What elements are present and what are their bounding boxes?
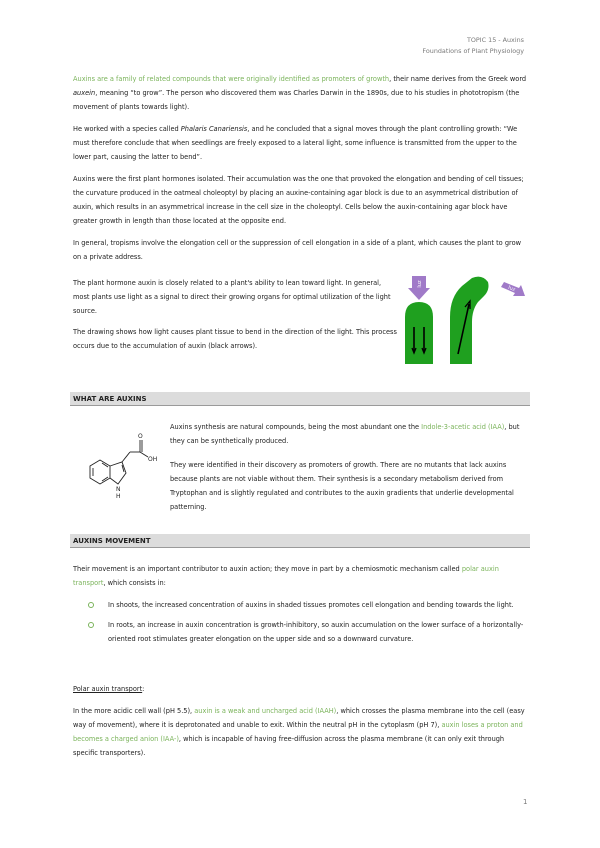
polar-paragraph [73,704,529,760]
polar-text-c: , which is incapable of having free-diffusion across the plasma membrane (it can only exit through specific transporters). [73,735,505,757]
what-text-1a: Auxins synthesis are natural compounds, being the most abundant one the [170,423,422,431]
light-arrow-side [501,282,525,296]
first-hormones-paragraph: Auxins were the first plant hormones isolated. Their accumulation was the one that provoked the elongation and bending of cell tissues; the curvature produced in the oatmeal choleoptyl by placing an auxine-containing agar block is due to an asymmetrical distribution of auxin, which results in an asymmetrical increase in the cell size in the choleoptyl. Cells below the auxin-containing agar block have greater growth in length than those located at the opposite end. [73,175,524,225]
what-paragraph-2: They were identified in their discovery as promoters of growth. There are no mutants that lack auxins because plants are not viable without them. Their synthesis is a secondary metabolism derived from Tryptophan and is slightly regulated and contributes to the auxin gradients that underlie developmental patterning. [170,461,514,511]
mol-nh-label: N [116,486,121,493]
darwin-paragraph [73,122,529,164]
movement-bullet-list [88,598,530,652]
polar-transport-term: polar auxin transport [73,565,499,587]
section-what-are-auxins: WHAT ARE AUXINS [70,392,530,406]
list-item [88,598,530,612]
polar-green-1: auxin is a weak and uncharged acid (IAAH) [194,707,337,715]
movement-text-b: , which consists in: [103,579,166,587]
straight-seedling [405,302,433,364]
intro-paragraph [73,72,529,114]
section-auxins-movement: AUXINS MOVEMENT [70,534,530,548]
polar-text-b: , which crosses the plasma membrane into the cell (easy way of movement), where it is deprotonated and unable to exit. Within the neutral pH in the cytoplasm (pH 7), [73,707,525,729]
light-paragraph: The plant hormone auxin is closely related to a plant's ability to lean toward light. In general, most plants use light as a signal to direct their growing organs for optimal utilization of the light source. [73,279,391,315]
mol-oxygen-label: O [138,433,143,440]
intro-green-lead: Auxins are a family of related compounds that were originally identified as promoters of growth [73,75,390,83]
darwin-text-2: , and he concluded that a signal moves through the plant controlling growth: “We must therefore conclude that when seedlings are freely exposed to a lateral light, some influence is transmitted from the upper to the lower part, causing the latter to bend”. [73,125,518,161]
bullet-text-shoots: In shoots, the increased concentration of auxins in shaded tissues promotes cell elongation and bending towards the light. [108,601,514,609]
page-number: 1 [523,798,528,806]
what-text-1b: , but they can be synthetically produced. [170,423,520,445]
mol-nh-h-label: H [116,493,121,500]
iaa-term: Indole-3-acetic acid (IAA) [421,423,505,431]
tropisms-paragraph: In general, tropisms involve the elongation cell or the suppression of cell elongation in a side of a plant, which causes the plant to grow on a private address. [73,239,521,261]
intro-text-1: , their name derives from the Greek word [389,75,527,83]
bent-seedling [450,277,489,364]
drawing-paragraph: The drawing shows how light causes plant tissue to bend in the direction of the light. This process occurs due to the accumulation of auxin (black arrows). [73,328,397,350]
iaa-molecule-diagram [80,428,170,503]
polar-green-2: auxin loses a proton and becomes a charged anion (IAA-) [73,721,523,743]
darwin-text-1: He worked with a species called [73,125,181,133]
intro-text-2: , meaning “to grow”. The person who discovered them was Charles Darwin in the 1890s, due to his studies in phototropism (the movement of plants towards light). [73,89,520,111]
darwin-species: Phalaris Canariensis [180,125,248,133]
intro-word: auxein [73,89,96,97]
light-label-side: luz [507,284,517,294]
what-paragraph-1 [170,420,530,448]
mol-hydroxyl-label: OH [148,456,158,463]
polar-text-a: In the more acidic cell wall (pH 5.5), [73,707,195,715]
polar-heading: Polar auxin transport [73,685,143,693]
light-arrow-top [408,276,430,300]
header-topic: TOPIC 15 - Auxins [466,36,524,44]
polar-heading-colon: : [142,685,145,693]
polar-heading-line [73,682,529,696]
header-course: Foundations of Plant Physiology [422,47,524,55]
bullet-circle-icon [88,622,94,628]
list-item [88,618,530,646]
movement-text-a: Their movement is an important contributor to auxin action; they move in part by a chemiosmotic mechanism called [73,565,462,573]
movement-paragraph [73,562,529,590]
bullet-text-roots: In roots, an increase in auxin concentration is growth-inhibitory, so auxin accumulation on the lower surface of a horizontally-oriented root stimulates greater elongation on the upper side and so a downward curvature. [108,621,524,643]
bullet-circle-icon [88,602,94,608]
light-label-top: luz [417,280,423,288]
phototropism-figure [400,272,530,364]
